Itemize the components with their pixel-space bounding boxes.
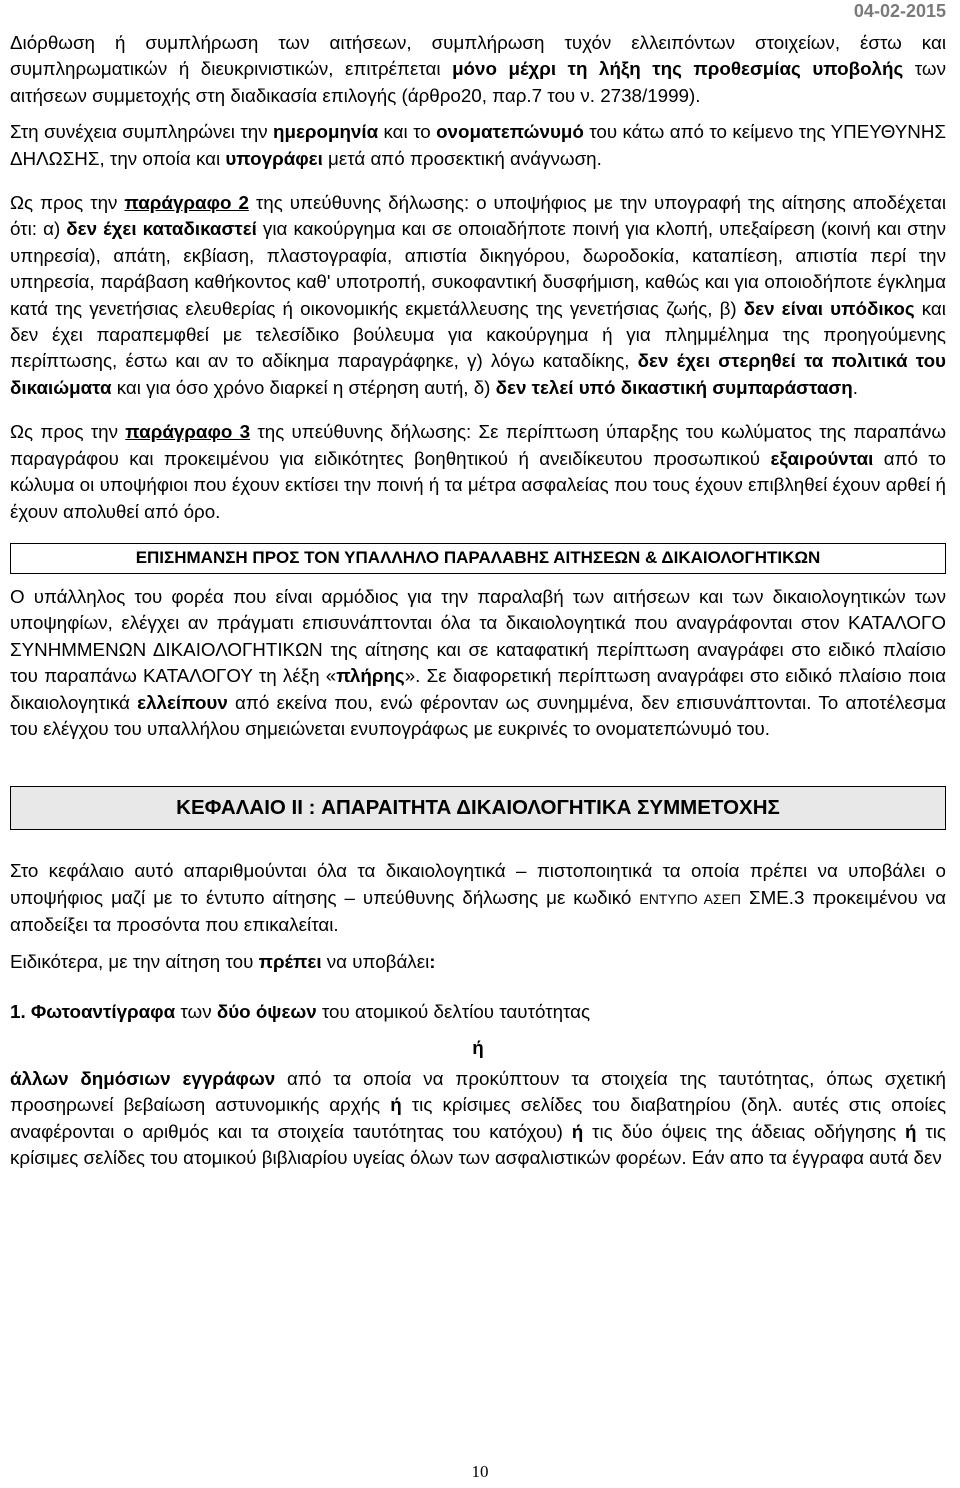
paragraph-declaration-2: Ως προς την παράγραφο 2 της υπεύθυνης δήλωσης: ο υποψήφιος με την υπογραφή της αίτησης αποδέχεται ότι: α) δεν έχει καταδικαστεί για κακούργημα και σε οποιαδήποτε ποινή για κλοπή, υπεξαίρεση (κοινή και στην υπηρεσία), απάτη, εκβίαση, πλαστογραφία, απιστία δικηγόρου, δωροδοκία, καταπίεση, απιστία περί την υπηρεσία, παράβαση καθήκοντος καθ' υποτροπή, συκοφαντική δυσφήμιση, καθώς και για οποιοδήποτε έγκλημα κατά της γενετήσιας ελευθερίας ή οικονομικής εκμετάλλευσης της γενετήσιας ζωής, β) δεν είναι υπόδικος και δεν έχει παραπεμφθεί με τελεσίδικο βούλευμα για κακούργημα ή για πλημμέλημα της προηγούμενης περίπτωσης, έστω και αν το αδίκημα παραγράφηκε, γ) λόγω καταδίκης, δεν έχει στερηθεί τα πολιτικά του δικαιώματα και για όσο χρόνο διαρκεί η στέρηση αυτή, δ) δεν τελεί υπό δικαστική συμπαράσταση.	[10, 192, 946, 398]
document-body	[10, 30, 946, 1171]
notice-text: Ο υπάλληλος του φορέα που είναι αρμόδιος για την παραλαβή των αιτήσεων και των δικαιολογητικών των υποψηφίων, ελέγχει αν πράγματι επισυνάπτονται όλα τα δικαιολογητικά που αναγράφονται στον ΚΑΤΑΛΟΓΟ ΣΥΝΗΜΜΕΝΩΝ ΔΙΚΑΙΟΛΟΓΗΤΙΚΩΝ της αίτησης και σε καταφατική περίπτωση αναγράφει στο ειδικό πλαίσιο του παραπάνω ΚΑΤΑΛΟΓΟΥ τη λέξη «πλήρης». Σε διαφορετική περίπτωση αναγράφει στο ειδικό πλαίσιο ποια δικαιολογητικά ελλείπουν από εκείνα που, ενώ φέρονταν ως συνημμένα, δεν επισυνάπτονται. Το αποτέλεσμα του ελέγχου του υπαλλήλου σημειώνεται ενυπογράφως με ευκρινές το ονοματεπώνυμό του.	[10, 585, 946, 739]
date-stamp: 04-02-2015	[853, 1, 946, 21]
page-number: 10	[471, 1462, 489, 1481]
list-item-1: 1. Φωτοαντίγραφα των δύο όψεων του ατομικού δελτίου ταυτότητας	[10, 1000, 591, 1022]
paragraph-chapter-intro: Στο κεφάλαιο αυτό απαριθμούνται όλα τα δικαιολογητικά – πιστοποιητικά τα οποία πρέπει να υποβάλει ο υποψήφιος μαζί με το έντυπο αίτησης – υπεύθυνης δήλωσης με κωδικό ΕΝΤΥΠΟ ΑΣΕΠ ΣΜΕ.3 προκειμένου να αποδείξει τα προσόντα που επικαλείται.	[10, 860, 947, 936]
chapter-heading: ΚΕΦΑΛΑΙΟ II : ΑΠΑΡΑΙΤΗΤΑ ΔΙΚΑΙΟΛΟΓΗΤΙΚΑ ΣΥΜΜΕΤΟΧΗΣ	[10, 786, 946, 830]
paragraph-specifically: Ειδικότερα, με την αίτηση του πρέπει να υποβάλει:	[10, 950, 436, 972]
paragraph-declaration-3: Ως προς την παράγραφο 3 της υπεύθυνης δήλωσης: Σε περίπτωση ύπαρξης του κωλύματος της παραπάνω παραγράφου και προκειμένου για ειδικότητες βοηθητικού ή ανειδίκευτου προσωπικού εξαιρούνται από το κώλυμα οι υποψήφιοι που έχουν εκτίσει την ποινή ή τα μέτρα ασφαλείας που τους έχουν επιβληθεί έχουν αρθεί ή έχουν απολυθεί από όρο.	[10, 421, 947, 522]
paragraph-corrections: Διόρθωση ή συμπλήρωση των αιτήσεων, συμπλήρωση τυχόν ελλειπόντων στοιχείων, έστω και συμπληρωματικών ή διευκρινιστικών, επιτρέπεται μόνο μέχρι τη λήξη της προθεσμίας υποβολής των αιτήσεων συμμετοχής στη διαδικασία επιλογής (άρθρο20, παρ.7 του ν. 2738/1999).	[10, 32, 946, 106]
paragraph-other-documents: άλλων δημόσιων εγγράφων από τα οποία να προκύπτουν τα στοιχεία της ταυτότητας, όπως σχετική προσηρωνεί βεβαίωση αστυνομικής αρχής ή τις κρίσιμες σελίδες του διαβατηρίου (δηλ. αυτές στις οποίες αναφέρονται ο αριθμός και τα στοιχεία ταυτότητας του κατόχου) ή τις δύο όψεις της άδειας οδήγησης ή τις κρίσιμες σελίδες του ατομικού βιβλιαρίου υγείας όλων των ασφαλιστικών φορέων. Εάν απο τα έγγραφα αυτά δεν	[10, 1067, 946, 1168]
or-separator: ή	[472, 1037, 484, 1059]
notice-heading: ΕΠΙΣΗΜΑΝΣΗ ΠΡΟΣ ΤΟΝ ΥΠΑΛΛΗΛΟ ΠΑΡΑΛΑΒΗΣ ΑΙΤΗΣΕΩΝ & ΔΙΚΑΙΟΛΟΓΗΤΙΚΩΝ	[10, 543, 946, 574]
paragraph-signature: Στη συνέχεια συμπληρώνει την ημερομηνία και το ονοματεπώνυμό του κάτω από το κείμενο της ΥΠΕΥΘΥΝΗΣ ΔΗΛΩΣΗΣ, την οποία και υπογράφει μετά από προσεκτική ανάγνωση.	[10, 121, 946, 169]
